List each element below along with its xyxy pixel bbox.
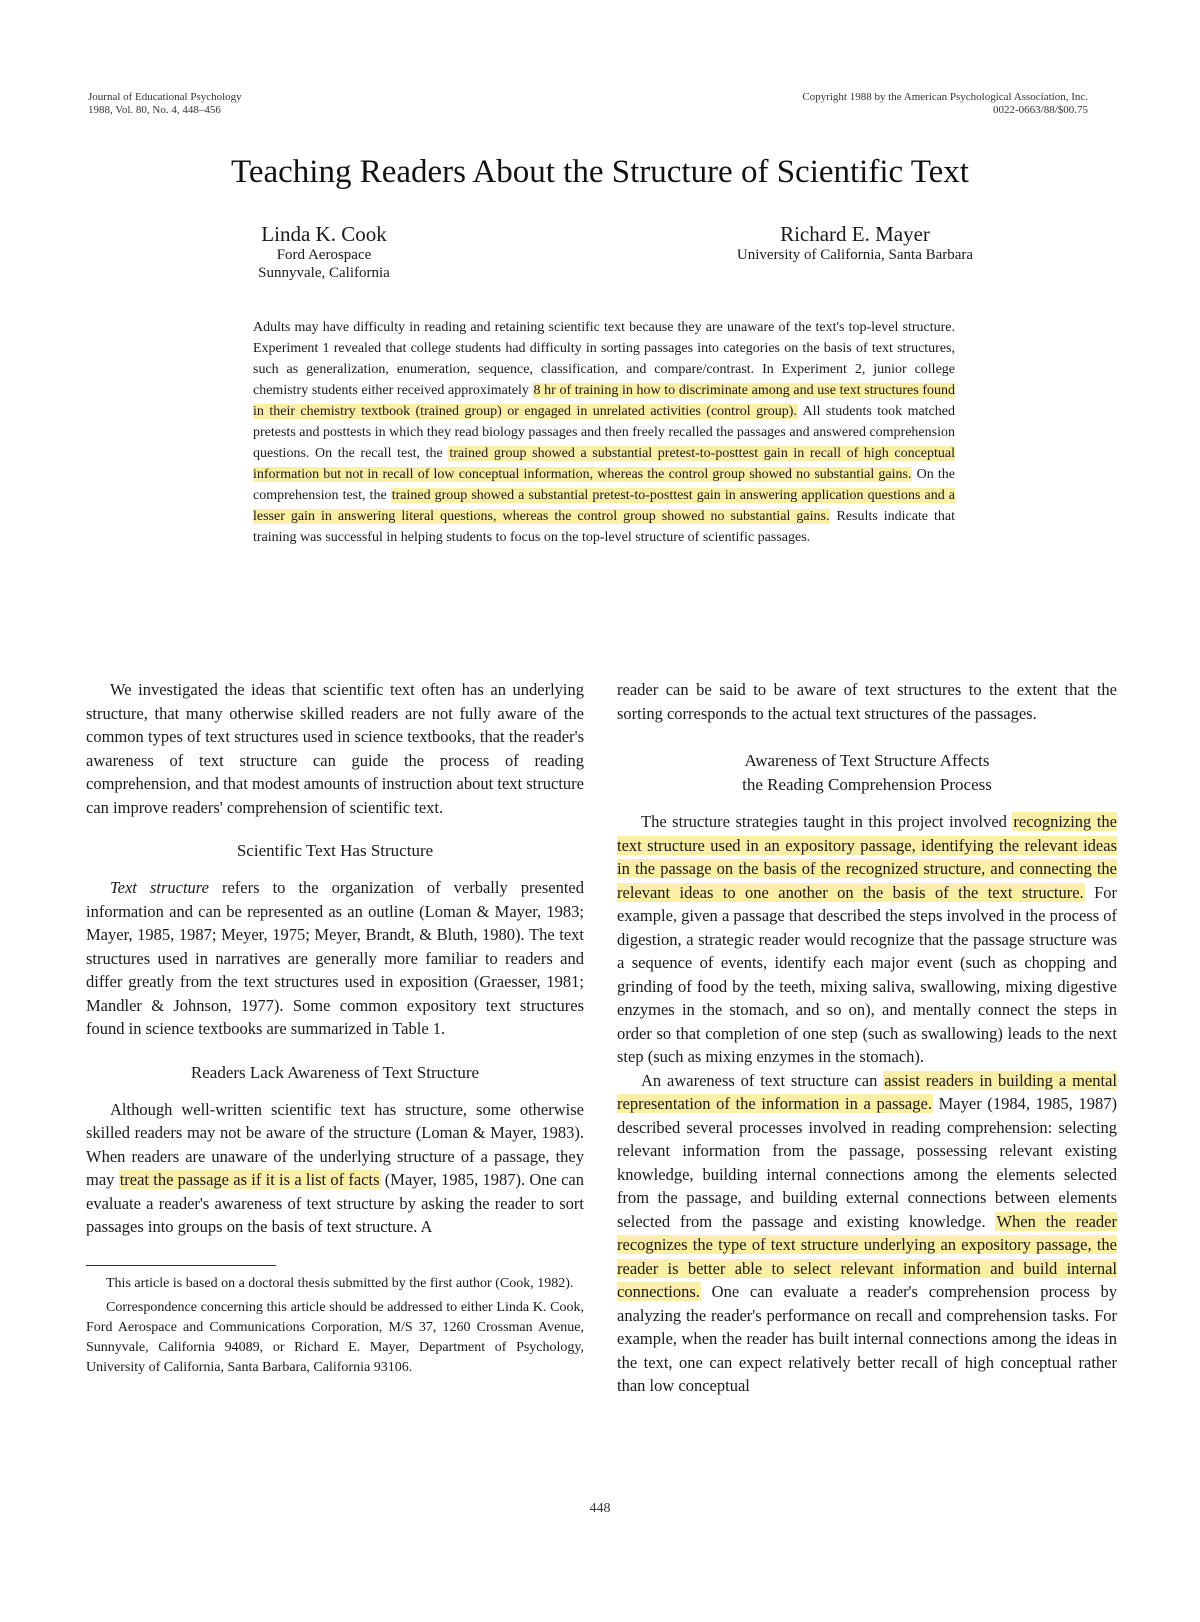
journal-header xyxy=(88,91,242,117)
author-block-mayer xyxy=(690,222,1020,264)
footnote-thesis: This article is based on a doctoral thesis submitted by the first author (Cook, 1982). xyxy=(106,1275,574,1291)
awareness-paragraph xyxy=(617,1069,1117,1398)
footnotes xyxy=(86,1274,584,1378)
copyright-header xyxy=(802,91,1088,117)
heading-line: the Reading Comprehension Process xyxy=(742,775,992,794)
highlight: recognizing the text structure used in an expository passage, identifying the relevant ideas in the passage on the basis of the recognized structure, and connecting the relevant ideas to one another on the basis of the text structure. xyxy=(617,812,1117,902)
paragraph-text: For example, given a passage that described the steps involved in the process of digestion, a strategic reader would recognize that the passage structure was a sequence of events, identify each major event (such as chopping and grinding of food by the teeth, mixing saliva, swallowing, mixing digestive enzymes in the stomach, and so on), and mentally connect the steps in order so that completion of one step (such as swallowing) leads to the next step (such as mixing enzymes in the stomach). xyxy=(617,882,1118,1066)
term-text-structure: Text structure xyxy=(110,878,209,897)
paragraph-text: The structure strategies taught in this project involved xyxy=(641,812,1013,831)
left-column xyxy=(86,678,584,1382)
paragraph-text: (Mayer, 1985, 1987). One can evaluate a reader's awareness of text structure by asking the reader to sort passages into groups on the basis of text structure. A xyxy=(86,1170,584,1236)
journal-volume: 1988, Vol. 80, No. 4, 448–456 xyxy=(88,104,221,116)
continued-paragraph: reader can be said to be aware of text structures to the extent that the sorting corresponds to the actual text structures of the passages. xyxy=(617,680,1117,723)
section-heading-lack-awareness: Readers Lack Awareness of Text Structure xyxy=(190,1062,480,1082)
paragraph-text: Although well-written scientific text has structure, some otherwise skilled readers may not be aware of the structure (Loman & Mayer, 1983). When readers are unaware of the underlying structure of a passage, they may xyxy=(86,1099,584,1189)
highlight: assist readers in building a mental representation of the information in a passage. xyxy=(617,1070,1118,1113)
structure-paragraph xyxy=(86,876,584,1041)
right-column xyxy=(617,678,1117,1398)
article-title: Teaching Readers About the Structure of Scientific Text xyxy=(231,154,969,190)
footnote-divider xyxy=(86,1265,276,1266)
copyright-notice: Copyright 1988 by the American Psychological Association, Inc. xyxy=(802,91,1088,103)
paragraph-text: Mayer (1984, 1985, 1987) described several processes involved in reading comprehension: selecting relevant information from the passage, possessing relevant existing knowledge, building internal connections among the elements selected from the passage, and building external connections between elements selected from the passage and existing knowledge. xyxy=(617,1094,1117,1231)
intro-paragraph: We investigated the ideas that scientific text often has an underlying structure, that many otherwise skilled readers are not fully aware of the common types of text structures used in science textbooks, that the reader's awareness of text structure can guide the process of reading comprehension, and that modest amounts of instruction about text structure can improve readers' comprehension of scientific text. xyxy=(86,680,584,817)
paragraph-text: One can evaluate a reader's comprehension process by analyzing the reader's performance on recall and comprehension tasks. For example, when the reader has built internal connections among the ideas in the text, one can expect relatively better recall of high conceptual rather than low conceptual xyxy=(617,1282,1117,1395)
journal-name: Journal of Educational Psychology xyxy=(88,91,242,103)
lack-awareness-paragraph xyxy=(86,1098,584,1239)
heading-line: Awareness of Text Structure Affects xyxy=(744,751,990,770)
footnote-correspondence: Correspondence concerning this article should be addressed to either Linda K. Cook, Ford Aerospace and Communications Corporation, M/S 37, 1260 Crossman Avenue, Sunnyvale, California 94089, or Richard E. Mayer, Department of Psychology, University of California, Santa Barbara, California 93106. xyxy=(86,1299,584,1375)
highlight: trained group showed a substantial pretest-to-posttest gain in answering application questions and a lesser gain in answering literal questions, whereas the control group showed no substantial gains. xyxy=(253,488,956,524)
abstract-text: Results indicate that training was successful in helping students to focus on the top-level structure of scientific passages. xyxy=(253,509,956,545)
article-code: 0022-0663/88/$00.75 xyxy=(992,104,1088,116)
highlight: trained group showed a substantial pretest-to-posttest gain in recall of high conceptual information but not in recall of low conceptual information, whereas the control group showed no substantial gains. xyxy=(253,446,956,482)
abstract-text: All students took matched pretests and posttests in which they read biology passages and then freely recalled the passages and answered comprehension questions. On the recall test, the xyxy=(253,404,955,461)
abstract-text: On the comprehension test, the xyxy=(253,467,956,503)
highlight: When the reader recognizes the type of text structure underlying an expository passage, the reader is better able to select relevant information and build internal connections. xyxy=(617,1211,1118,1301)
author-name: Richard E. Mayer xyxy=(780,222,930,246)
author-affiliation: University of California, Santa Barbara xyxy=(736,247,974,263)
abstract-text: Adults may have difficulty in reading and retaining scientific text because they are unaware of the text's top-level structure. Experiment 1 revealed that college students had difficulty in sorting passages into categories on the basis of text structures, such as generalization, enumeration, sequence, classification, and compare/contrast. In Experiment 2, junior college chemistry students either received approximately xyxy=(253,320,955,398)
author-location: Sunnyvale, California xyxy=(258,265,390,281)
abstract xyxy=(253,317,955,548)
highlight: 8 hr of training in how to discriminate among and use text structures found in their chemistry textbook (trained group) or engaged in unrelated activities (control group). xyxy=(253,383,955,419)
author-block-cook xyxy=(224,222,424,282)
section-heading-structure: Scientific Text Has Structure xyxy=(236,841,434,860)
section-heading-awareness xyxy=(617,749,1117,797)
page-number: 448 xyxy=(589,1501,611,1516)
author-affiliation: Ford Aerospace xyxy=(276,247,372,263)
highlight: treat the passage as if it is a list of facts xyxy=(119,1170,380,1189)
paragraph-text: refers to the organization of verbally presented information and can be represented as an outline (Loman & Mayer, 1983; Mayer, 1985, 1987; Meyer, 1975; Meyer, Brandt, & Bluth, 1980). The text structures used in narratives are generally more familiar to readers and differ greatly from the text structures used in exposition (Graesser, 1981; Mandler & Johnson, 1977). Some common expository text structures found in science textbooks are summarized in Table 1. xyxy=(86,878,584,1038)
paragraph-text: An awareness of text structure can xyxy=(641,1070,884,1090)
strategies-paragraph xyxy=(617,810,1117,1069)
author-name: Linda K. Cook xyxy=(261,222,387,246)
